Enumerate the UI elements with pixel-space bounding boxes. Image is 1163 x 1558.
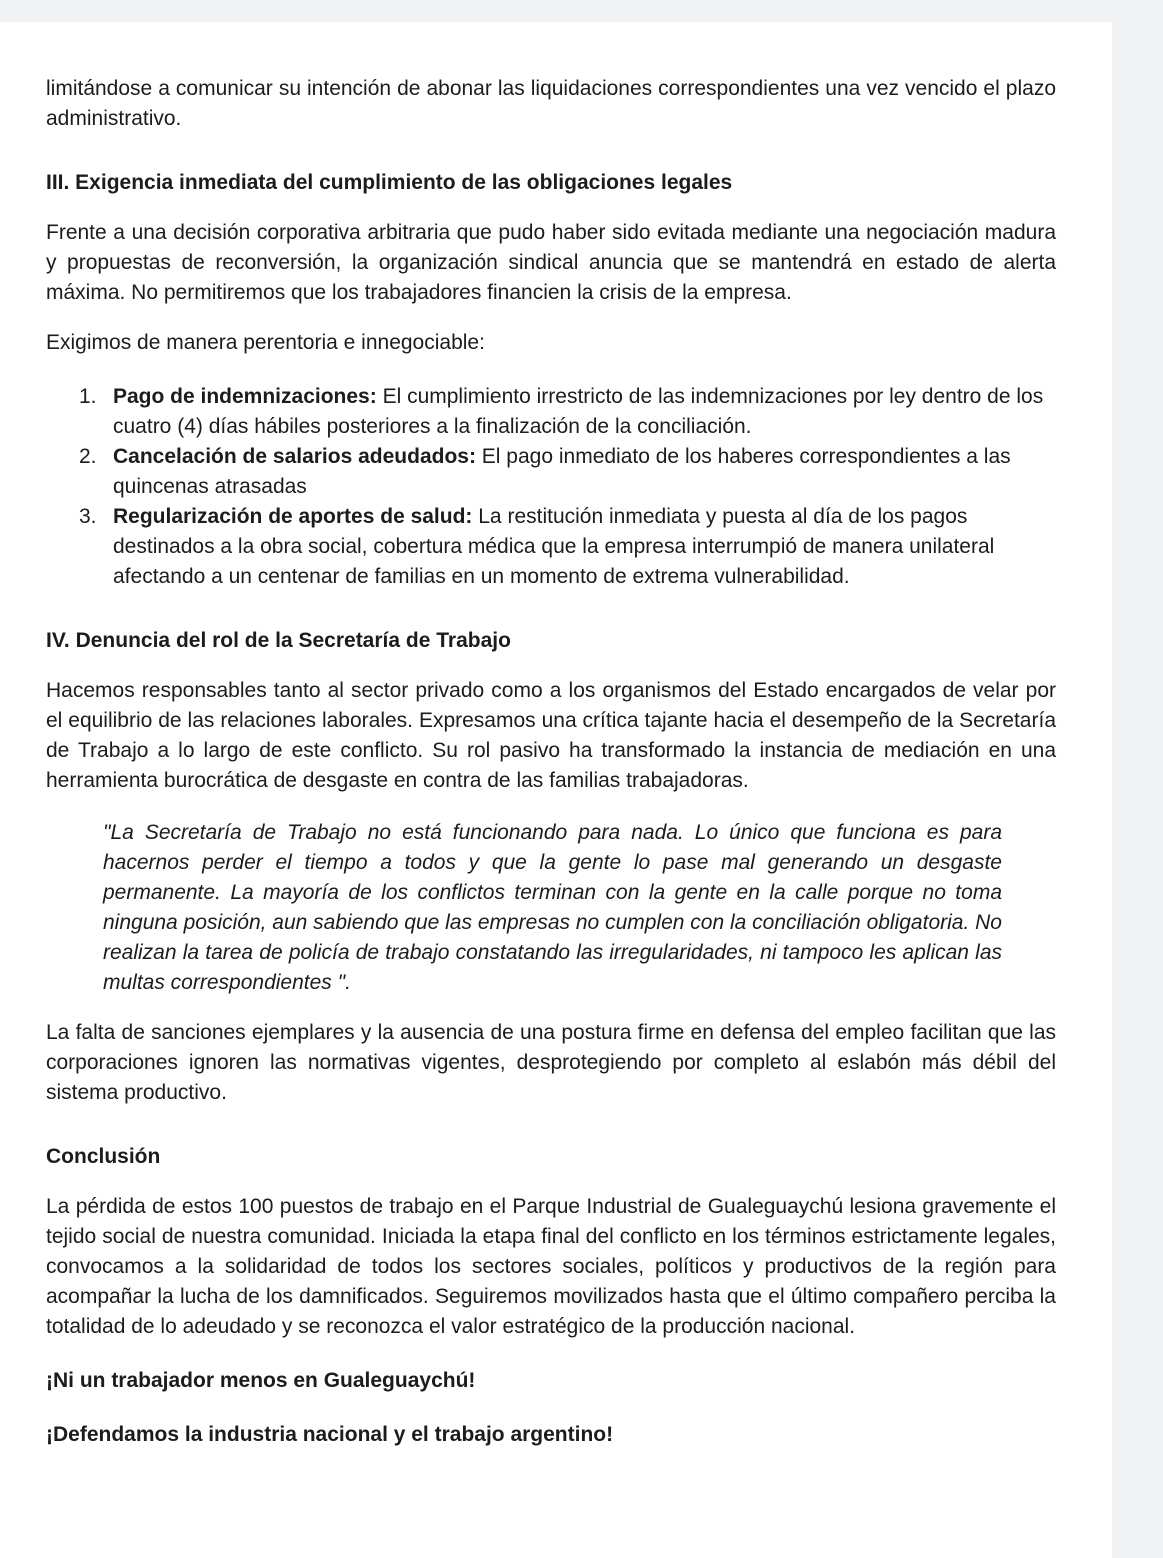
block-quote: "La Secretaría de Trabajo no está funcionando para nada. Lo único que funciona es para hacernos perder el tiempo a todos y que la gente lo pase mal generando un desgaste permanente. La mayoría de los conflictos terminan con la gente en la calle porque no toma ninguna posición, aun sabiendo que las empresas no cumplen con la conciliación obligatoria. No realizan la tarea de policía de trabajo constatando las irregularidades, ni tampoco les aplican las multas correspondientes ".: [103, 821, 1002, 994]
demand-item: [79, 442, 1056, 502]
conclusion-heading: Conclusión: [46, 1145, 161, 1168]
section-4-paragraph: Hacemos responsables tanto al sector privado como a los organismos del Estado encargados de velar por el equilibrio de las relaciones laborales. Expresamos una crítica tajante hacia el desempeño de la Secretaría de Trabajo a lo largo de este conflicto. Su rol pasivo ha transformado la instancia de mediación en una herramienta burocrática de desgaste en contra de las familias trabajadoras.: [46, 679, 1056, 792]
demand-number: 3.: [79, 505, 97, 528]
demand-label: Cancelación de salarios adeudados:: [113, 445, 476, 468]
section-4-heading: IV. Denuncia del rol de la Secretaría de Trabajo: [46, 629, 511, 652]
section-3-paragraph: Frente a una decisión corporativa arbitraria que pudo haber sido evitada mediante una negociación madura y propuestas de reconversión, la organización sindical anuncia que se mantendrá en estado de alerta máxima. No permitiremos que los trabajadores financien la crisis de la empresa.: [46, 221, 1056, 304]
demand-item: [79, 502, 1056, 592]
conclusion-paragraph: La pérdida de estos 100 puestos de trabajo en el Parque Industrial de Gualeguaychú lesiona gravemente el tejido social de nuestra comunidad. Iniciada la etapa final del conflicto en los términos estrictamente legales, convocamos a la solidaridad de todos los sectores sociales, políticos y productivos de la región para acompañar la lucha de los damnificados. Seguiremos movilizados hasta que el último compañero perciba la totalidad de lo adeudado y se reconozca el valor estratégico de la producción nacional.: [46, 1195, 1056, 1338]
document-page: [0, 22, 1112, 1558]
section-4-closing-paragraph: La falta de sanciones ejemplares y la ausencia de una postura firme en defensa del empleo facilitan que las corporaciones ignoren las normativas vigentes, desprotegiendo por completo al eslabón más débil del sistema productivo.: [46, 1021, 1056, 1104]
demand-number: 2.: [79, 445, 97, 468]
demands-list: [46, 382, 1056, 592]
demand-label: Pago de indemnizaciones:: [113, 385, 377, 408]
slogan-industria-nacional: ¡Defendamos la industria nacional y el trabajo argentino!: [46, 1423, 614, 1446]
demand-text: La restitución inmediata y puesta al día de los pagos destinados a la obra social, cobertura médica que la empresa interrumpió de manera unilateral afectando a un centenar de familias en un momento de extrema vulnerabilidad.: [113, 505, 995, 588]
demand-label: Regularización de aportes de salud:: [113, 505, 473, 528]
demand-number: 1.: [79, 385, 97, 408]
intro-continuation-paragraph: limitándose a comunicar su intención de abonar las liquidaciones correspondientes una vez vencido el plazo administrativo.: [46, 77, 1056, 130]
section-3-heading: III. Exigencia inmediata del cumplimiento de las obligaciones legales: [46, 171, 733, 194]
demands-lead-text: Exigimos de manera perentoria e innegociable:: [46, 331, 485, 354]
demand-text: El pago inmediato de los haberes correspondientes a las quincenas atrasadas: [113, 445, 1011, 498]
demand-text: El cumplimiento irrestricto de las indemnizaciones por ley dentro de los cuatro (4) días hábiles posteriores a la finalización de la conciliación.: [113, 385, 1044, 438]
slogan-gualeguaychu: ¡Ni un trabajador menos en Gualeguaychú!: [46, 1369, 476, 1392]
demand-item: [79, 382, 1056, 442]
